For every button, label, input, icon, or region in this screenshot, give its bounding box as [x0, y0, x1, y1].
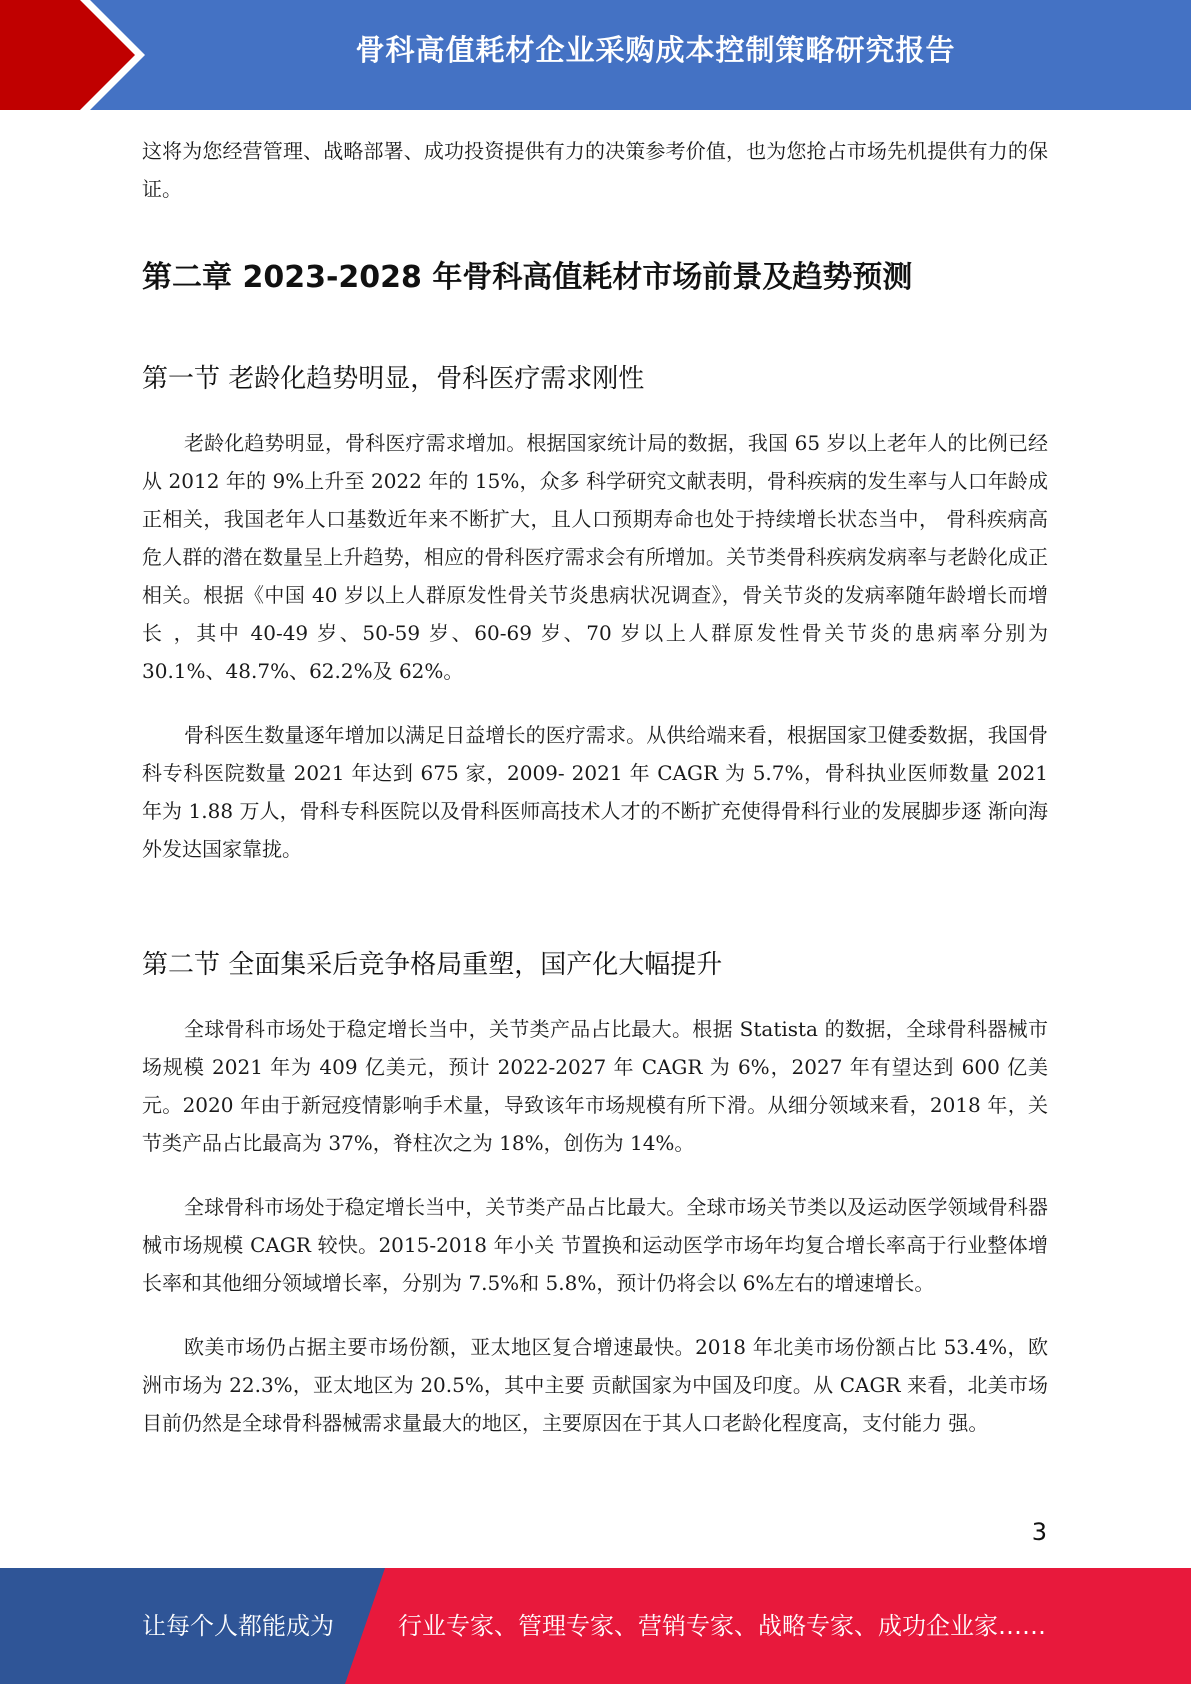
page-number: 3 [1031, 1518, 1047, 1546]
footer-slogan-left: 让每个人都能成为 [142, 1612, 334, 1640]
section-2-paragraph-3: 欧美市场仍占据主要市场份额，亚太地区复合增速最快。2018 年北美市场份额占比 53.4%，欧洲市场为 22.3%，亚太地区为 20.5%，其中主要 贡献国家为中国及印度。从 CAGR 来看，北美市场目前仍然是全球骨科器械需求量最大的地区，主要原因在于其人口老龄化程度高，支付能力 强。 [142, 1335, 1048, 1435]
page-footer [0, 1568, 1191, 1684]
header-arrow-icon [0, 0, 160, 110]
report-title: 骨科高值耗材企业采购成本控制策略研究报告 [355, 33, 956, 67]
section-2-title: 第二节 全面集采后竞争格局重塑，国产化大幅提升 [142, 950, 723, 980]
footer-slogan-right: 行业专家、管理专家、营销专家、战略专家、成功企业家…… [398, 1612, 1046, 1640]
section-1-paragraph-2: 骨科医生数量逐年增加以满足日益增长的医疗需求。从供给端来看，根据国家卫健委数据，我国骨科专科医院数量 2021 年达到 675 家，2009- 2021 年 CAGR 为 5.7%，骨科执业医师数量 2021 年为 1.88 万人，骨科专科医院以及骨科医师高技术人才的不断扩充使得骨科行业的发展脚步逐 渐向海外发达国家靠拢。 [142, 723, 1048, 861]
section-2-paragraph-2: 全球骨科市场处于稳定增长当中，关节类产品占比最大。全球市场关节类以及运动医学领域骨科器械市场规模 CAGR 较快。2015-2018 年小关 节置换和运动医学市场年均复合增长率高于行业整体增长率和其他细分领域增长率，分别为 7.5%和 5.8%，预计仍将会以 6%左右的增速增长。 [142, 1195, 1048, 1295]
section-1-paragraph-1: 老龄化趋势明显，骨科医疗需求增加。根据国家统计局的数据，我国 65 岁以上老年人的比例已经从 2012 年的 9%上升至 2022 年的 15%，众多 科学研究文献表明，骨科疾病的发生率与人口年龄成正相关，我国老年人口基数近年来不断扩大，且人口预期寿命也处于持续增长状态当中， 骨科疾病高危人群的潜在数量呈上升趋势，相应的骨科医疗需求会有所增加。关节类骨科疾病发病率与老龄化成正相关。根据《中国 40 岁以上人群原发性骨关节炎患病状况调查》，骨关节炎的发病率随年龄增长而增长 ，其中 40-49 岁、50-59 岁、60-69 岁、70 岁以上人群原发性骨关节炎的患病率分别为 30.1%、48.7%、62.2%及 62%。 [142, 431, 1048, 683]
section-2-paragraph-1: 全球骨科市场处于稳定增长当中，关节类产品占比最大。根据 Statista 的数据，全球骨科器械市场规模 2021 年为 409 亿美元，预计 2022-2027 年 CAGR 为 6%，2027 年有望达到 600 亿美元。2020 年由于新冠疫情影响手术量，导致该年市场规模有所下滑。从细分领域来看，2018 年，关 节类产品占比最高为 37%，脊柱次之为 18%，创伤为 14%。 [142, 1017, 1048, 1155]
section-1-title: 第一节 老龄化趋势明显，骨科医疗需求刚性 [142, 364, 645, 394]
intro-paragraph: 这将为您经营管理、战略部署、成功投资提供有力的决策参考价值，也为您抢占市场先机提供有力的保证。 [142, 139, 1048, 201]
page-header [0, 0, 1191, 110]
chapter-title: 第二章 2023-2028 年骨科高值耗材市场前景及趋势预测 [142, 260, 913, 295]
document-body [142, 132, 1048, 1442]
